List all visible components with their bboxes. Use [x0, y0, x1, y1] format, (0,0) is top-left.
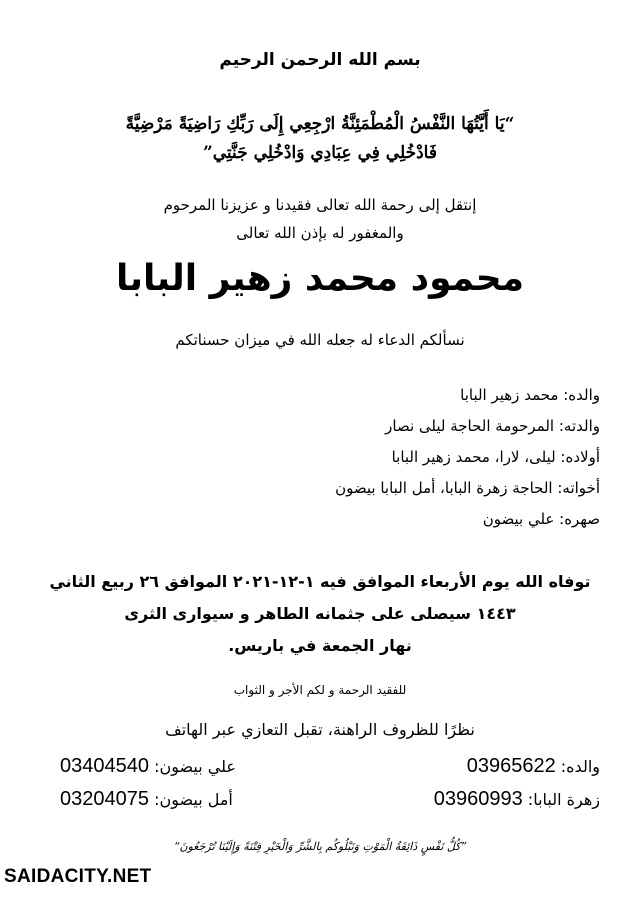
- contact-label: أمل بيضون:: [154, 790, 233, 809]
- intro-line-2: والمغفور له بإذن الله تعالى: [236, 224, 404, 242]
- deceased-name: محمود محمد زهير البابا: [115, 258, 525, 299]
- family-sisters: أخواته: الحاجة زهرة البابا، أمل البابا بيضون: [335, 479, 600, 497]
- quran-verse-line-1: “يَا أَيَّتُهَا النَّفْسُ الْمُطْمَئِنَّةُ ارْجِعِي إِلَى رَبِّكِ رَاضِيَةً مَرْضِيَّةً: [125, 114, 515, 134]
- family-brother-in-law: صهره: علي بيضون: [482, 510, 600, 528]
- family-mother: والدته: المرحومة الحاجة ليلى نصار: [385, 417, 600, 435]
- prayer-line: نسألكم الدعاء له جعله الله في ميزان حسناتكم: [175, 331, 465, 349]
- phone-number: 03965622: [466, 755, 556, 777]
- intro-line-1: إنتقل إلى رحمة الله تعالى فقيدنا و عزيزنا المرحوم: [163, 196, 477, 214]
- phone-condolence-note: نظرًا للظروف الراهنة، تقبل التعازي عبر الهاتف: [165, 720, 475, 739]
- phone-number: 03204075: [60, 788, 149, 810]
- basmala: بسم الله الرحمن الرحيم: [219, 50, 421, 70]
- contact-label: زهرة البابا:: [527, 790, 600, 809]
- phone-number: 03960993: [433, 788, 523, 810]
- contact-label: علي بيضون:: [154, 757, 236, 776]
- contact-label: والده:: [560, 757, 600, 776]
- closing-verse: ”كُلُّ نَفْسٍ ذَائِقَةُ الْمَوْتِ وَنَبْلُوكُم بِالشَّرِّ وَالْخَيْرِ فِتْنَةً وَإِلَيْنَا تُرْجَعُونَ“: [173, 840, 467, 853]
- family-father: والده: محمد زهير البابا: [460, 386, 600, 404]
- contact-ali: [60, 755, 236, 778]
- contact-amal: [60, 788, 233, 811]
- contact-zahra: [434, 788, 600, 811]
- condolence-line: للفقيد الرحمة و لكم الأجر و الثواب: [233, 683, 407, 697]
- phone-number: 03404540: [60, 755, 149, 777]
- death-notice-line-1: توفاه الله يوم الأربعاء الموافق فيه ١-١٢-٢٠٢١ الموافق ٢٦ ربيع الثاني: [49, 572, 591, 591]
- death-notice-line-3: نهار الجمعة في باريس.: [228, 636, 412, 655]
- family-list: [40, 386, 600, 541]
- quran-verse-line-2: فَادْخُلِي فِي عِبَادِي وَادْخُلِي جَنَّتِي”: [202, 143, 437, 163]
- site-watermark: SAIDACITY.NET: [4, 866, 152, 887]
- death-notice-line-2: ١٤٤٣ سيصلى على جثمانه الطاهر و سيوارى الثرى: [124, 604, 516, 623]
- family-children: أولاده: ليلى، لارا، محمد زهير البابا: [391, 448, 600, 466]
- contact-father: [467, 755, 600, 778]
